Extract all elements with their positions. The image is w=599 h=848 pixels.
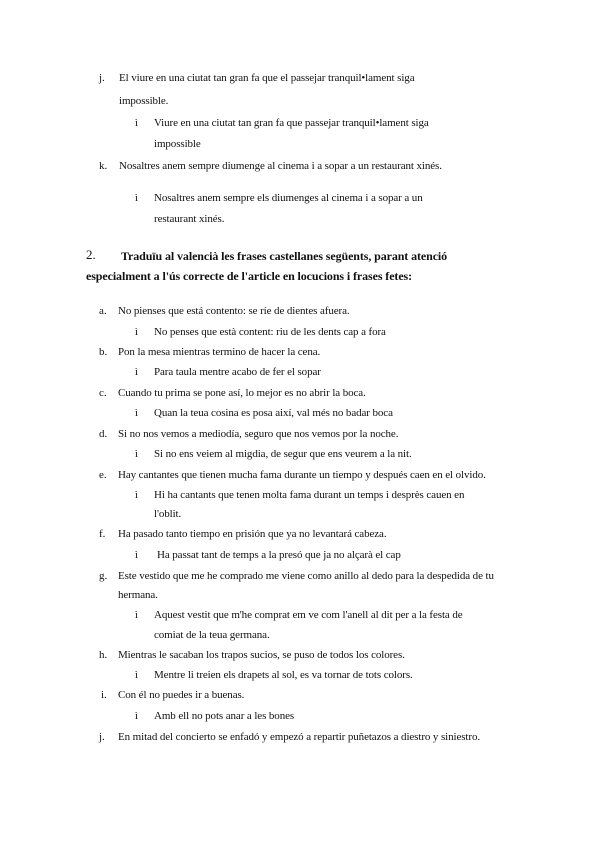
item-g-answer-line1: Aquest vestit que m'he comprat em ve com l'anell al dit per a la festa de (154, 609, 463, 621)
item-c-question: Cuando tu prima se pone así, lo mejor es no abrir la boca. (118, 387, 366, 399)
section-heading-line1: Traduïu al valencià les frases castellanes següents, parant atenció (121, 249, 448, 263)
item-a-question: No pienses que está contento: se ríe de dientes afuera. (118, 305, 350, 317)
item-k-line1: Nosaltres anem sempre diumenge al cinema i a sopar a un restaurant xinés. (119, 160, 442, 172)
answer-bullet-c: ì (135, 407, 139, 419)
item-marker-g: g. (99, 570, 108, 582)
answer-k-line1: Nosaltres anem sempre els diumenges al cinema i a sopar a un (154, 192, 423, 204)
item-e-answer-line2: l'oblit. (154, 508, 182, 520)
item-marker-j-prev: j. (99, 72, 105, 84)
item-marker-f: f. (99, 528, 106, 540)
answer-bullet-i: ì (135, 710, 139, 722)
item-i-question: Con él no puedes ir a buenas. (118, 689, 245, 701)
item-j-prev-line2: impossible. (119, 95, 169, 107)
item-g-answer-line2: comiat de la teua germana. (154, 629, 270, 641)
section-number: 2. (86, 247, 96, 262)
item-g-question-line2: hermana. (118, 589, 158, 601)
item-b-answer: Para taula mentre acabo de fer el sopar (154, 366, 321, 378)
item-marker-b: b. (99, 346, 108, 358)
answer-bullet-b: ì (135, 366, 139, 378)
item-j-question: En mitad del concierto se enfadó y empezó a repartir puñetazos a diestro y siniestro. (118, 731, 481, 743)
answer-bullet-d: ì (135, 448, 139, 460)
section-heading-line2: especialment a l'ús correcte de l'article en locucions i frases fetes: (86, 269, 413, 283)
item-e-question: Hay cantantes que tienen mucha fama durante un tiempo y después caen en el olvido. (118, 469, 486, 481)
item-marker-i: i. (101, 689, 107, 701)
item-e-answer-line1: Hi ha cantants que tenen molta fama durant un temps i desprès cauen en (154, 489, 465, 501)
answer-bullet-a: ì (135, 326, 139, 338)
item-a-answer: No penses que està content: riu de les dents cap a fora (154, 326, 386, 338)
answer-j-prev-line2: impossible (154, 138, 201, 150)
item-j-prev-line1: El viure en una ciutat tan gran fa que el passejar tranquil•lament siga (119, 72, 415, 84)
item-b-question: Pon la mesa mientras termino de hacer la cena. (118, 346, 321, 358)
item-d-question: Si no nos vemos a mediodía, seguro que nos vemos por la noche. (118, 428, 399, 440)
answer-k-line2: restaurant xinés. (154, 213, 225, 225)
item-i-answer: Amb ell no pots anar a les bones (154, 710, 295, 722)
item-marker-d: d. (99, 428, 108, 440)
answer-bullet-e: ì (135, 489, 139, 501)
answer-bullet-h: ì (135, 669, 139, 681)
answer-j-prev-line1: Viure en una ciutat tan gran fa que passejar tranquil•lament siga (154, 117, 429, 129)
item-g-question-line1: Este vestido que me he comprado me viene como anillo al dedo para la despedida de tu (118, 570, 494, 582)
item-marker-k: k. (99, 160, 108, 172)
answer-bullet-k: ì (135, 192, 139, 204)
item-marker-j: j. (99, 731, 105, 743)
answer-bullet-j-prev: ì (135, 117, 139, 129)
item-h-question: Mientras le sacaban los trapos sucios, se puso de todos los colores. (118, 649, 405, 661)
item-f-answer: Ha passat tant de temps a la presó que ja no alçarà el cap (157, 549, 401, 561)
answer-bullet-g: ì (135, 609, 139, 621)
item-marker-a: a. (99, 305, 107, 317)
item-d-answer: Si no ens veiem al migdia, de segur que ens veurem a la nit. (154, 448, 412, 460)
item-marker-e: e. (99, 469, 107, 481)
item-f-question: Ha pasado tanto tiempo en prisión que ya no levantará cabeza. (118, 528, 387, 540)
item-c-answer: Quan la teua cosina es posa així, val més no badar boca (154, 407, 393, 419)
answer-bullet-f: ì (135, 549, 139, 561)
item-marker-c: c. (99, 387, 107, 399)
item-h-answer: Mentre li treien els drapets al sol, es va tornar de tots colors. (154, 669, 413, 681)
item-marker-h: h. (99, 649, 108, 661)
